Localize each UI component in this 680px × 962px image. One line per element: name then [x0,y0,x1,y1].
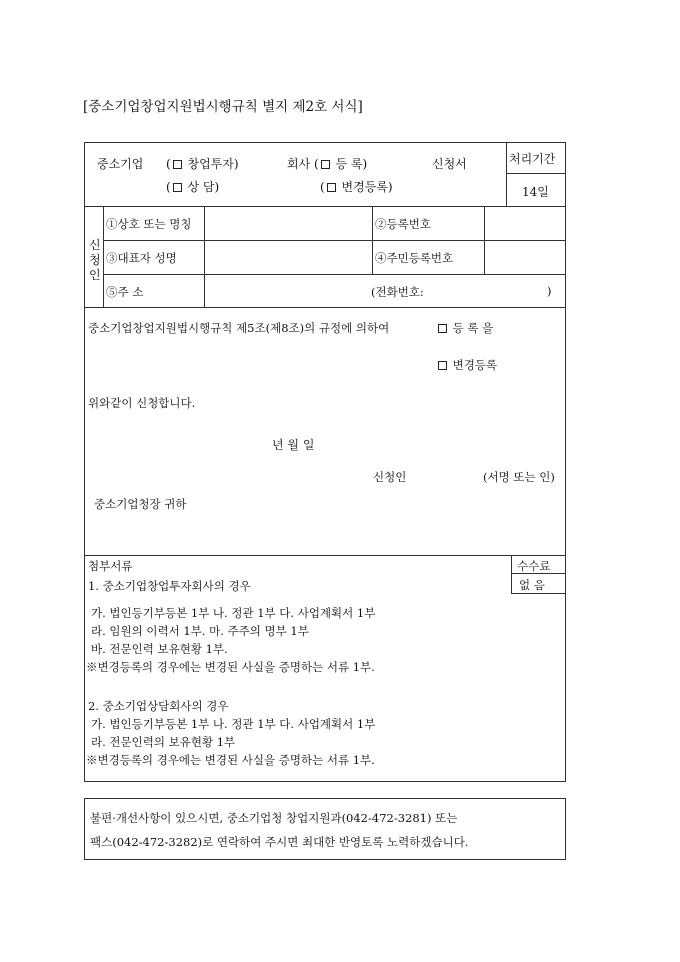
title-mid: 회사 ( 등 록) [287,157,368,171]
title-prefix: 중소기업 [97,157,144,171]
idno-label: ④주민등록번호 [375,251,454,265]
checkbox-statement-register[interactable] [438,324,447,333]
title-suffix: 신청서 [432,157,467,171]
section1-title: 1. 중소기업창업투자회사의 경우 [88,579,251,593]
section2-note: ※변경등록의 경우에는 변경된 사실을 증명하는 서류 1부. [86,753,375,767]
feedback-line-2: 팩스(042-472-3282)로 연락하여 주시면 최대한 반영토록 노력하겠습니다. [90,835,469,849]
feedback-notice [84,798,566,860]
date-line: 년 월 일 [272,438,315,452]
applicant-sign-label: 신청인 [373,470,407,484]
fee-label: 수수료 [517,559,551,573]
statement-text: 중소기업창업지원법시행규칙 제5조(제8조)의 규정에 의하여 [88,321,390,335]
section1-line-3: 바. 전문인력 보유현황 1부. [91,642,228,656]
addressee: 중소기업청장 귀하 [94,497,187,511]
feedback-line-1: 불편·개선사항이 있으시면, 중소기업청 창업지원과(042-472-3281) 또는 [90,811,458,825]
name-field[interactable] [206,208,370,238]
section2-line-1: 가. 법인등기부등본 1부 나. 정관 1부 다. 사업계획서 1부 [91,717,376,731]
applicant-side-label-1: 신 [89,238,101,252]
section2-title: 2. 중소기업상담회사의 경우 [88,699,229,713]
rep-label: ③대표자 성명 [106,251,177,265]
address-label: ⑤주 소 [106,285,144,299]
section1-note: ※변경등록의 경우에는 변경된 사실을 증명하는 서류 1부. [86,660,375,674]
processing-label: 처리기간 [509,152,556,166]
name-label: ①상호 또는 명칭 [106,217,192,231]
applicant-side-label-2: 청 [89,253,101,267]
phone-field[interactable] [440,276,540,306]
sign-hint: (서명 또는 인) [483,470,555,484]
checkbox-investment[interactable] [173,160,182,169]
checkbox-consulting[interactable] [173,183,182,192]
form-frame [84,142,566,782]
attachments-title: 첨부서류 [88,559,133,573]
phone-label: (전화번호: [371,285,424,299]
fee-value: 없 음 [519,578,545,592]
applicant-side-label-3: 인 [89,268,101,282]
form-header: [중소기업창업지원법시행규칙 별지 제2호 서식] [83,99,363,115]
section2-line-2: 라. 전문인력의 보유현황 1부 [91,735,236,749]
request-text: 위와같이 신청합니다. [88,396,196,410]
title-option-change: ( 변경등록) [320,180,393,194]
title-option-investment: ( 창업투자) [166,157,239,171]
section1-line-2: 라. 임원의 이력서 1부. 마. 주주의 명부 1부 [91,624,309,638]
rep-field[interactable] [206,242,370,272]
address-field[interactable] [206,276,366,306]
checkbox-register[interactable] [321,160,330,169]
regno-label: ②등록번호 [375,217,431,231]
checkbox-change[interactable] [327,183,336,192]
idno-field[interactable] [486,242,564,272]
phone-close: ) [547,284,552,298]
checkbox-statement-change[interactable] [438,361,447,370]
statement-option-register: 등 록 을 [436,320,493,336]
statement-option-change: 변경등록 [436,357,497,373]
section1-line-1: 가. 법인등기부등본 1부 나. 정관 1부 다. 사업계획서 1부 [91,606,376,620]
regno-field[interactable] [486,208,564,238]
title-option-consulting: ( 상 담) [166,180,220,194]
processing-value: 14일 [522,185,549,199]
